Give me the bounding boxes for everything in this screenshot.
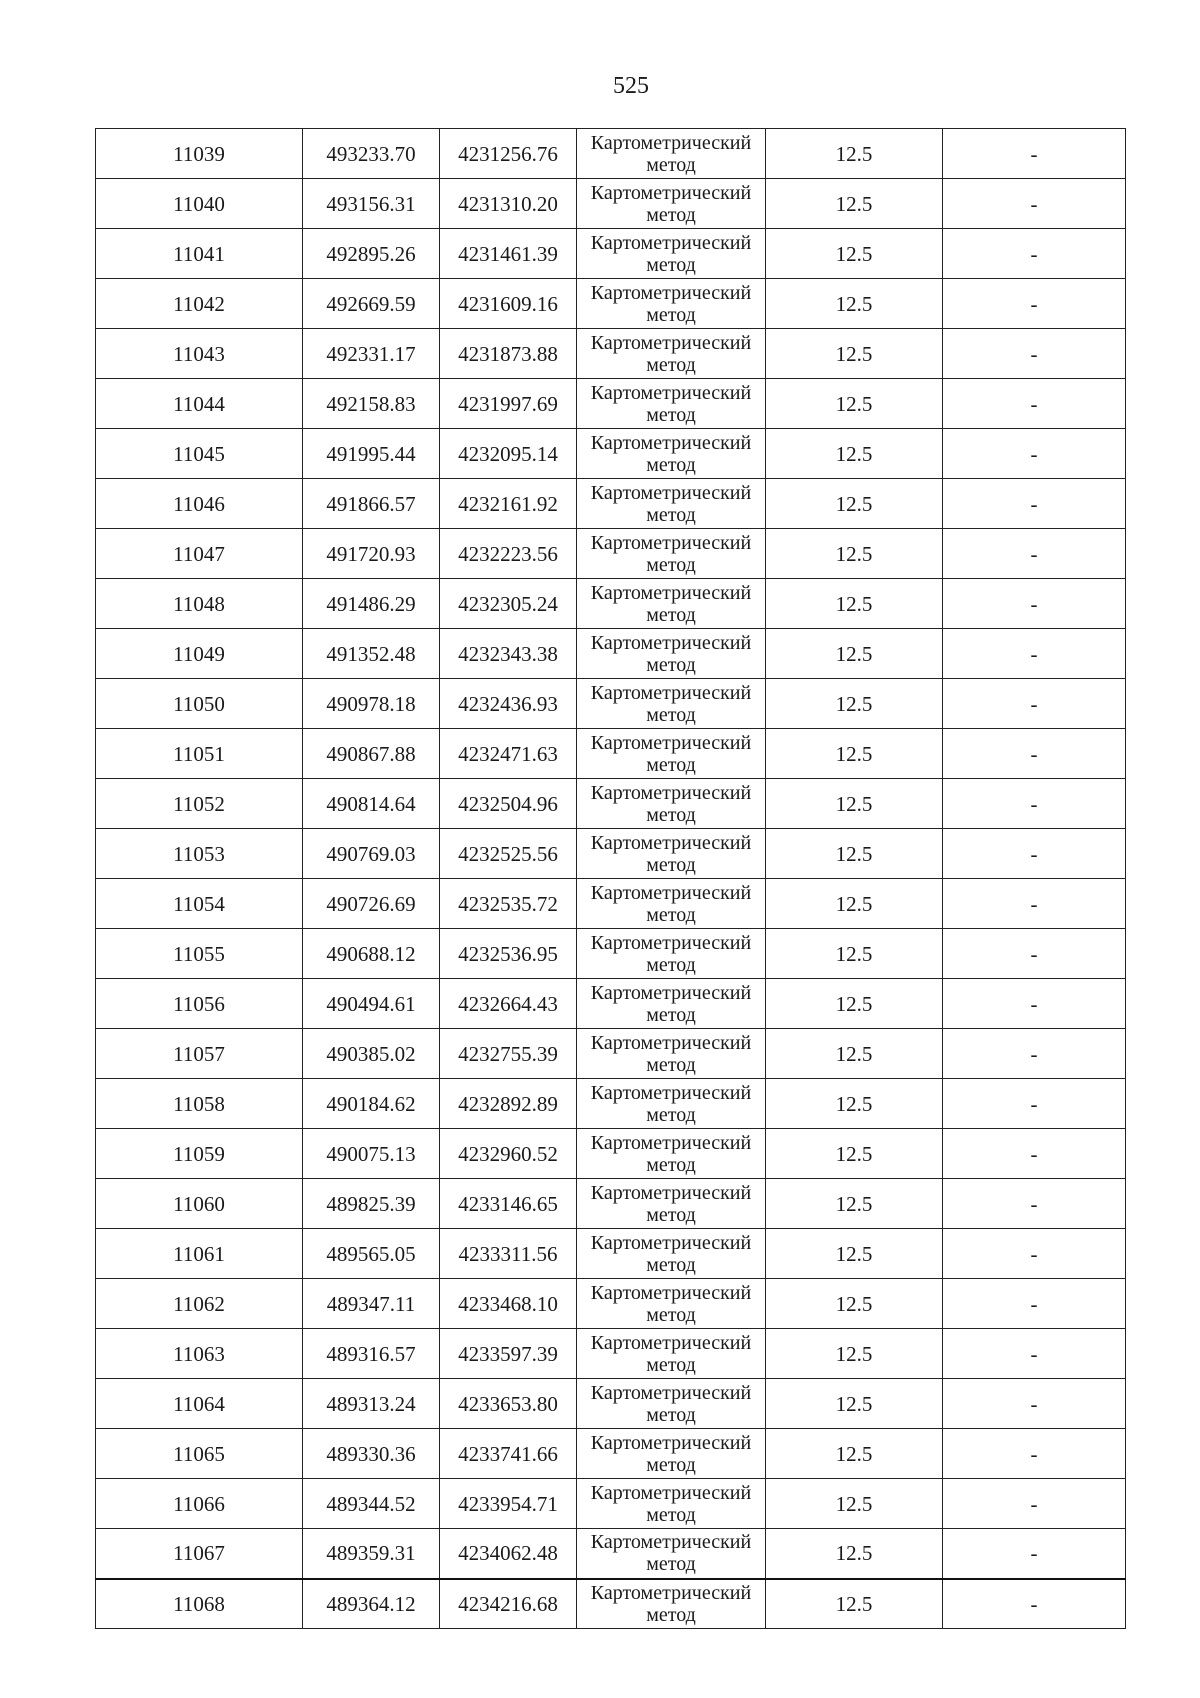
method-cell [577,629,766,679]
method-line1: Картометрический [590,381,752,404]
table-row [96,329,1126,379]
note-cell: - [943,679,1126,729]
accuracy-cell: 12.5 [766,1179,943,1229]
point-id-cell: 11057 [96,1029,303,1079]
point-id-cell: 11058 [96,1079,303,1129]
x-coordinate-cell: 490075.13 [303,1129,440,1179]
point-id-cell: 11050 [96,679,303,729]
x-coordinate-cell: 490385.02 [303,1029,440,1079]
note-cell: - [943,1229,1126,1279]
point-id-cell: 11066 [96,1479,303,1529]
accuracy-cell: 12.5 [766,1479,943,1529]
y-coordinate-cell: 4232536.95 [440,929,577,979]
note-cell: - [943,1329,1126,1379]
method-line1: Картометрический [590,281,752,304]
note-cell: - [943,829,1126,879]
point-id-cell: 11064 [96,1379,303,1429]
point-id-cell: 11043 [96,329,303,379]
coordinates-table-body [96,129,1126,1629]
method-line1: Картометрический [590,781,752,804]
table-row [96,1229,1126,1279]
x-coordinate-cell: 490867.88 [303,729,440,779]
accuracy-cell: 12.5 [766,1229,943,1279]
table-row [96,1129,1126,1179]
method-line1: Картометрический [590,431,752,454]
y-coordinate-cell: 4234216.68 [440,1579,577,1629]
y-coordinate-cell: 4232305.24 [440,579,577,629]
accuracy-cell: 12.5 [766,629,943,679]
note-cell: - [943,1079,1126,1129]
table-row [96,1529,1126,1579]
table-row [96,629,1126,679]
y-coordinate-cell: 4233311.56 [440,1229,577,1279]
method-line2: метод [646,153,696,176]
accuracy-cell: 12.5 [766,279,943,329]
method-line2: метод [646,903,696,926]
note-cell: - [943,929,1126,979]
y-coordinate-cell: 4233597.39 [440,1329,577,1379]
x-coordinate-cell: 492895.26 [303,229,440,279]
note-cell: - [943,729,1126,779]
accuracy-cell: 12.5 [766,479,943,529]
method-line2: метод [646,203,696,226]
note-cell: - [943,629,1126,679]
x-coordinate-cell: 490184.62 [303,1079,440,1129]
point-id-cell: 11041 [96,229,303,279]
note-cell: - [943,879,1126,929]
method-line1: Картометрический [590,1181,752,1204]
y-coordinate-cell: 4232755.39 [440,1029,577,1079]
method-cell [577,779,766,829]
x-coordinate-cell: 492331.17 [303,329,440,379]
note-cell: - [943,429,1126,479]
method-line2: метод [646,1503,696,1526]
accuracy-cell: 12.5 [766,1329,943,1379]
x-coordinate-cell: 493233.70 [303,129,440,179]
x-coordinate-cell: 490769.03 [303,829,440,879]
method-line2: метод [646,1453,696,1476]
x-coordinate-cell: 490494.61 [303,979,440,1029]
x-coordinate-cell: 489347.11 [303,1279,440,1329]
x-coordinate-cell: 491866.57 [303,479,440,529]
x-coordinate-cell: 489364.12 [303,1579,440,1629]
note-cell: - [943,579,1126,629]
point-id-cell: 11056 [96,979,303,1029]
point-id-cell: 11044 [96,379,303,429]
y-coordinate-cell: 4233954.71 [440,1479,577,1529]
method-line1: Картометрический [590,731,752,754]
method-cell [577,879,766,929]
y-coordinate-cell: 4231310.20 [440,179,577,229]
point-id-cell: 11045 [96,429,303,479]
accuracy-cell: 12.5 [766,1029,943,1079]
method-cell [577,329,766,379]
accuracy-cell: 12.5 [766,879,943,929]
method-line1: Картометрический [590,831,752,854]
table-row [96,779,1126,829]
y-coordinate-cell: 4232504.96 [440,779,577,829]
method-line1: Картометрический [590,1531,752,1554]
x-coordinate-cell: 491720.93 [303,529,440,579]
accuracy-cell: 12.5 [766,129,943,179]
method-line2: метод [646,1003,696,1026]
table-row [96,529,1126,579]
method-line1: Картометрический [590,1481,752,1504]
method-line2: метод [646,753,696,776]
table-row [96,979,1126,1029]
note-cell: - [943,1429,1126,1479]
method-line2: метод [646,653,696,676]
x-coordinate-cell: 490814.64 [303,779,440,829]
point-id-cell: 11062 [96,1279,303,1329]
method-cell [577,829,766,879]
point-id-cell: 11049 [96,629,303,679]
point-id-cell: 11039 [96,129,303,179]
method-line2: метод [646,303,696,326]
method-line2: метод [646,1553,696,1576]
method-line2: метод [646,1303,696,1326]
y-coordinate-cell: 4231873.88 [440,329,577,379]
table-row [96,1329,1126,1379]
method-line1: Картометрический [590,1131,752,1154]
method-cell [577,1129,766,1179]
method-line1: Картометрический [590,881,752,904]
method-cell [577,1029,766,1079]
method-line2: метод [646,453,696,476]
note-cell: - [943,1279,1126,1329]
method-line1: Картометрический [590,981,752,1004]
note-cell: - [943,479,1126,529]
method-cell [577,579,766,629]
method-line2: метод [646,953,696,976]
note-cell: - [943,1479,1126,1529]
point-id-cell: 11053 [96,829,303,879]
y-coordinate-cell: 4233146.65 [440,1179,577,1229]
x-coordinate-cell: 491486.29 [303,579,440,629]
accuracy-cell: 12.5 [766,1079,943,1129]
method-cell [577,279,766,329]
accuracy-cell: 12.5 [766,1529,943,1579]
point-id-cell: 11040 [96,179,303,229]
method-line2: метод [646,353,696,376]
x-coordinate-cell: 491352.48 [303,629,440,679]
method-line2: метод [646,853,696,876]
method-line2: метод [646,553,696,576]
accuracy-cell: 12.5 [766,1579,943,1629]
method-line1: Картометрический [590,1281,752,1304]
method-cell [577,429,766,479]
point-id-cell: 11068 [96,1579,303,1629]
method-line1: Картометрический [590,481,752,504]
note-cell: - [943,1029,1126,1079]
method-cell [577,179,766,229]
y-coordinate-cell: 4231461.39 [440,229,577,279]
note-cell: - [943,1129,1126,1179]
point-id-cell: 11046 [96,479,303,529]
method-line1: Картометрический [590,1031,752,1054]
table-row [96,179,1126,229]
y-coordinate-cell: 4232892.89 [440,1079,577,1129]
method-cell [577,679,766,729]
table-row [96,1379,1126,1429]
method-cell [577,1279,766,1329]
method-cell [577,1479,766,1529]
accuracy-cell: 12.5 [766,379,943,429]
method-line2: метод [646,803,696,826]
y-coordinate-cell: 4232161.92 [440,479,577,529]
accuracy-cell: 12.5 [766,779,943,829]
table-row [96,1479,1126,1529]
method-line1: Картометрический [590,1581,752,1604]
method-line2: метод [646,1353,696,1376]
method-line1: Картометрический [590,1331,752,1354]
point-id-cell: 11059 [96,1129,303,1179]
accuracy-cell: 12.5 [766,179,943,229]
method-cell [577,729,766,779]
method-line2: метод [646,1603,696,1626]
method-line1: Картометрический [590,1231,752,1254]
note-cell: - [943,379,1126,429]
table-row [96,679,1126,729]
table-row [96,829,1126,879]
method-line2: метод [646,503,696,526]
table-row [96,1279,1126,1329]
table-row [96,1179,1126,1229]
x-coordinate-cell: 489330.36 [303,1429,440,1479]
table-row [96,479,1126,529]
method-cell [577,929,766,979]
x-coordinate-cell: 489825.39 [303,1179,440,1229]
point-id-cell: 11047 [96,529,303,579]
method-line2: метод [646,1103,696,1126]
table-row [96,579,1126,629]
coordinates-table [95,128,1126,1629]
table-row [96,279,1126,329]
method-line2: метод [646,253,696,276]
method-cell [577,229,766,279]
method-line2: метод [646,403,696,426]
method-line1: Картометрический [590,1431,752,1454]
method-line2: метод [646,1403,696,1426]
point-id-cell: 11052 [96,779,303,829]
method-cell [577,1179,766,1229]
method-line2: метод [646,1153,696,1176]
y-coordinate-cell: 4231256.76 [440,129,577,179]
accuracy-cell: 12.5 [766,1129,943,1179]
method-line1: Картометрический [590,1381,752,1404]
note-cell: - [943,529,1126,579]
y-coordinate-cell: 4232095.14 [440,429,577,479]
y-coordinate-cell: 4232471.63 [440,729,577,779]
method-line1: Картометрический [590,931,752,954]
table-row [96,729,1126,779]
x-coordinate-cell: 489359.31 [303,1529,440,1579]
note-cell: - [943,779,1126,829]
point-id-cell: 11063 [96,1329,303,1379]
x-coordinate-cell: 489316.57 [303,1329,440,1379]
point-id-cell: 11065 [96,1429,303,1479]
note-cell: - [943,229,1126,279]
note-cell: - [943,1179,1126,1229]
accuracy-cell: 12.5 [766,1429,943,1479]
method-line1: Картометрический [590,531,752,554]
method-cell [577,1429,766,1479]
x-coordinate-cell: 490978.18 [303,679,440,729]
point-id-cell: 11048 [96,579,303,629]
accuracy-cell: 12.5 [766,429,943,479]
point-id-cell: 11051 [96,729,303,779]
table-row [96,1079,1126,1129]
method-cell [577,979,766,1029]
table-row [96,1429,1126,1479]
y-coordinate-cell: 4233741.66 [440,1429,577,1479]
table-row [96,379,1126,429]
y-coordinate-cell: 4231997.69 [440,379,577,429]
accuracy-cell: 12.5 [766,579,943,629]
accuracy-cell: 12.5 [766,729,943,779]
x-coordinate-cell: 493156.31 [303,179,440,229]
note-cell: - [943,329,1126,379]
accuracy-cell: 12.5 [766,979,943,1029]
accuracy-cell: 12.5 [766,829,943,879]
method-line1: Картометрический [590,231,752,254]
table-row [96,1029,1126,1079]
x-coordinate-cell: 489313.24 [303,1379,440,1429]
page-number: 525 [613,73,649,99]
y-coordinate-cell: 4232664.43 [440,979,577,1029]
method-line1: Картометрический [590,681,752,704]
method-cell [577,1329,766,1379]
method-line1: Картометрический [590,131,752,154]
table-row [96,929,1126,979]
method-line2: метод [646,603,696,626]
note-cell: - [943,179,1126,229]
accuracy-cell: 12.5 [766,329,943,379]
y-coordinate-cell: 4232223.56 [440,529,577,579]
accuracy-cell: 12.5 [766,1279,943,1329]
accuracy-cell: 12.5 [766,929,943,979]
table-row [96,429,1126,479]
method-cell [577,1579,766,1629]
method-line2: метод [646,1253,696,1276]
x-coordinate-cell: 489344.52 [303,1479,440,1529]
method-line2: метод [646,1203,696,1226]
method-cell [577,1079,766,1129]
y-coordinate-cell: 4232535.72 [440,879,577,929]
method-line1: Картометрический [590,181,752,204]
x-coordinate-cell: 490688.12 [303,929,440,979]
x-coordinate-cell: 490726.69 [303,879,440,929]
method-cell [577,129,766,179]
point-id-cell: 11042 [96,279,303,329]
x-coordinate-cell: 491995.44 [303,429,440,479]
method-cell [577,1229,766,1279]
table-row [96,1579,1126,1629]
point-id-cell: 11061 [96,1229,303,1279]
point-id-cell: 11055 [96,929,303,979]
table-row [96,129,1126,179]
x-coordinate-cell: 492158.83 [303,379,440,429]
method-line1: Картометрический [590,1081,752,1104]
y-coordinate-cell: 4231609.16 [440,279,577,329]
method-cell [577,1379,766,1429]
accuracy-cell: 12.5 [766,1379,943,1429]
note-cell: - [943,1579,1126,1629]
method-line2: метод [646,703,696,726]
point-id-cell: 11054 [96,879,303,929]
accuracy-cell: 12.5 [766,229,943,279]
table-row [96,229,1126,279]
y-coordinate-cell: 4232960.52 [440,1129,577,1179]
y-coordinate-cell: 4232343.38 [440,629,577,679]
note-cell: - [943,279,1126,329]
method-cell [577,379,766,429]
y-coordinate-cell: 4232436.93 [440,679,577,729]
point-id-cell: 11067 [96,1529,303,1579]
method-line1: Картометрический [590,631,752,654]
method-line2: метод [646,1053,696,1076]
y-coordinate-cell: 4234062.48 [440,1529,577,1579]
method-cell [577,479,766,529]
accuracy-cell: 12.5 [766,679,943,729]
note-cell: - [943,1529,1126,1579]
y-coordinate-cell: 4233653.80 [440,1379,577,1429]
method-cell [577,529,766,579]
note-cell: - [943,979,1126,1029]
accuracy-cell: 12.5 [766,529,943,579]
method-cell [577,1529,766,1579]
x-coordinate-cell: 489565.05 [303,1229,440,1279]
method-line1: Картометрический [590,331,752,354]
y-coordinate-cell: 4232525.56 [440,829,577,879]
method-line1: Картометрический [590,581,752,604]
point-id-cell: 11060 [96,1179,303,1229]
table-row [96,879,1126,929]
y-coordinate-cell: 4233468.10 [440,1279,577,1329]
x-coordinate-cell: 492669.59 [303,279,440,329]
note-cell: - [943,129,1126,179]
note-cell: - [943,1379,1126,1429]
